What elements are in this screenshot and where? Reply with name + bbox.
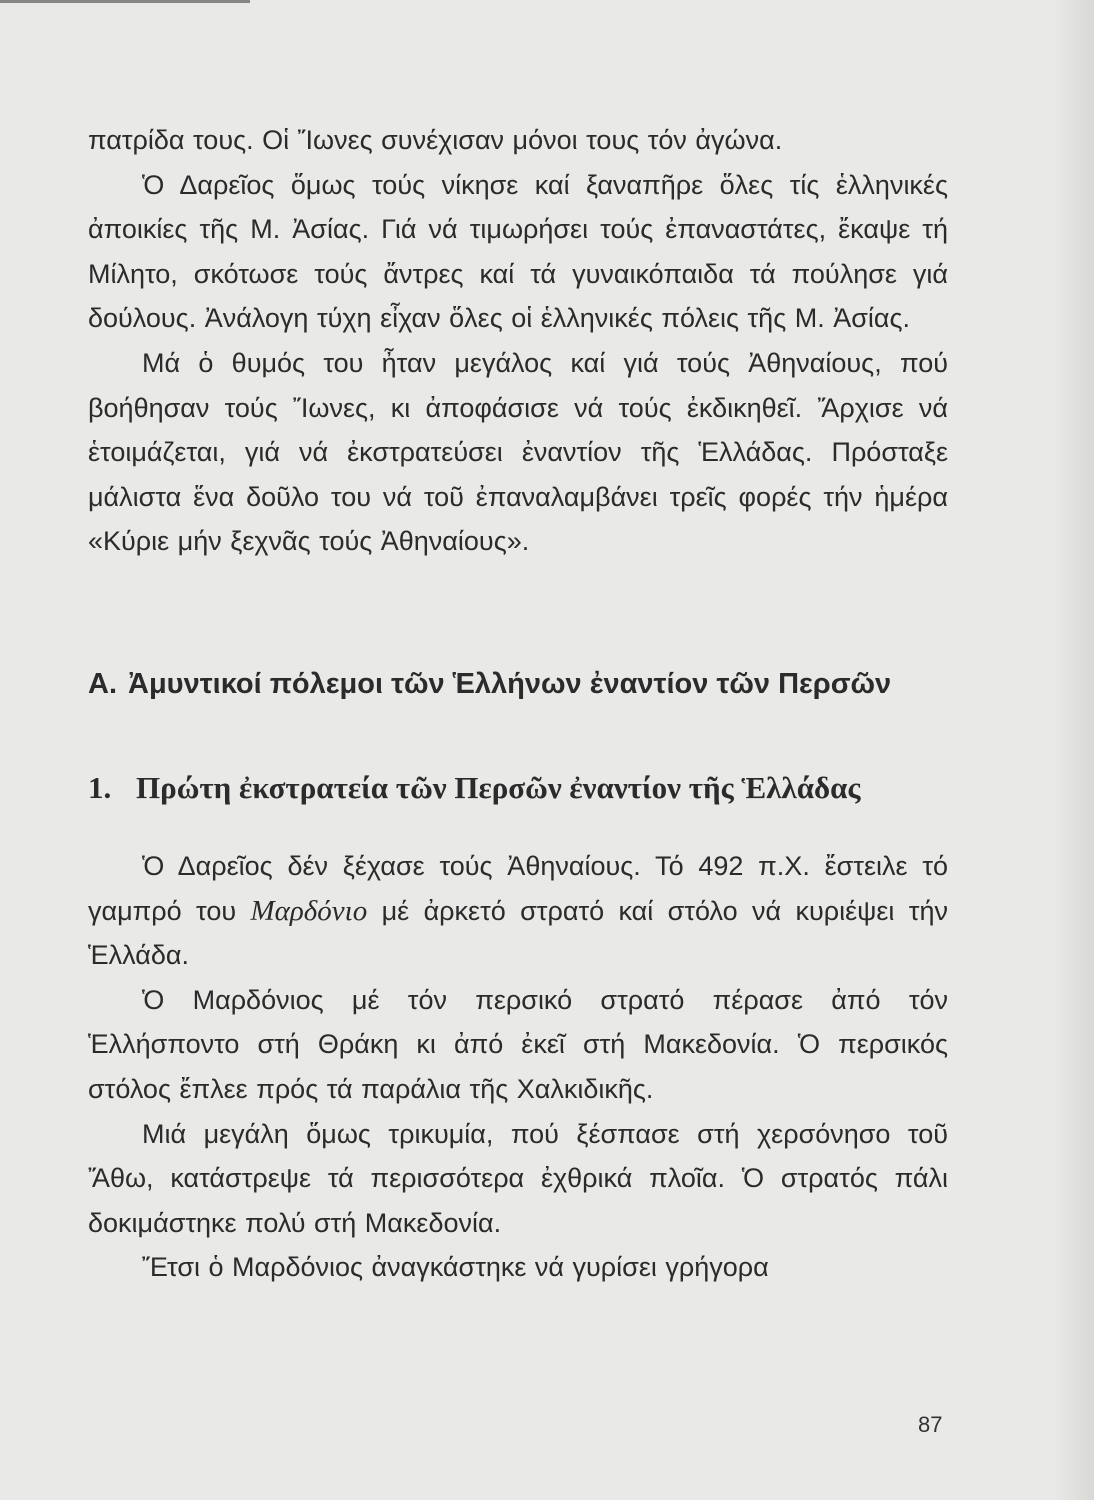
- intro-paragraph-3: Μά ὁ θυμός του ἦταν μεγάλος καί γιά τούς Ἀθηναίους, πού βοήθησαν τούς Ἴωνες, κι ἀποφάσισε νά τούς ἐκδικηθεῖ. Ἄρχισε νά ἑτοιμάζεται, γιά νά ἐκστρατεύσει ἐναντίον τῆς Ἑλλάδας. Πρόσταξε μάλιστα ἕνα δοῦλο του νά τοῦ ἐπαναλαμβάνει τρεῖς φορές τήν ἡμέρα «Κύριε μήν ξεχνᾶς τούς Ἀθηναίους».: [88, 347, 948, 557]
- section-number: Α.: [88, 667, 117, 700]
- page-gutter-shadow: [1054, 0, 1094, 1500]
- intro-paragraph-2: Ὁ Δαρεῖος ὅμως τούς νίκησε καί ξαναπῆρε ὅλες τίς ἑλληνικές ἀποικίες τῆς Μ. Ἀσίας. Γιά νά τιμωρήσει τούς ἐπαναστάτες, ἔκαψε τή Μίλητο, σκότωσε τούς ἄντρες καί τά γυναικόπαιδα τά πούλησε γιά δούλους. Ἀνάλογη τύχη εἶχαν ὅλες οἱ ἑλληνικές πόλεις τῆς Μ. Ἀσίας.: [88, 169, 948, 334]
- subsection-number: 1.: [88, 769, 112, 805]
- page-number: 87: [918, 1412, 943, 1437]
- subsection-heading-1: [88, 766, 948, 810]
- mardonios-text-after: μέ ἀρκετό στρατό καί στόλο νά κυριέψει τήν Ἑλλάδα.: [88, 895, 948, 971]
- page-top-edge: [0, 0, 250, 3]
- closing-paragraph-1: Ὁ Μαρδόνιος μέ τόν περσικό στρατό πέρασε ἀπό τόν Ἑλλήσποντο στή Θράκη κι ἀπό ἐκεῖ στή Μακεδονία. Ὁ περσικός στόλος ἔπλεε πρός τά παράλια τῆς Χαλκιδικῆς.: [88, 984, 948, 1104]
- mardonios-name-emphasis: Μαρδόνιο: [250, 894, 368, 927]
- section-heading-a: [88, 664, 948, 704]
- closing-paragraph-3: Ἔτσι ὁ Μαρδόνιος ἀναγκάστηκε νά γυρίσει γρήγορα: [142, 1252, 769, 1283]
- intro-paragraph-1: πατρίδα τους. Οἱ Ἴωνες συνέχισαν μόνοι τους τόν ἀγώνα.: [88, 125, 783, 155]
- closing-paragraph-2: Μιά μεγάλη ὅμως τρικυμία, πού ξέσπασε στή χερσόνησο τοῦ Ἄθω, κατάστρεψε τά περισσότερα ἐχθρικά πλοῖα. Ὁ στρατός πάλι δοκιμάστηκε πολύ στή Μακεδονία.: [88, 1118, 948, 1238]
- book-page: [88, 118, 948, 1290]
- mardonios-text-before: Ὁ Δαρεῖος δέν ξέχασε τούς Ἀθηναίους. Τό 492 π.Χ. ἔστειλε τό γαμπρό του: [88, 850, 948, 926]
- mardonios-paragraph: [88, 844, 948, 978]
- section-title: Ἀμυντικοί πόλεμοι τῶν Ἑλλήνων ἐναντίον τῶν Περσῶν: [128, 667, 892, 700]
- subsection-title: Πρώτη ἐκστρατεία τῶν Περσῶν ἐναντίον τῆς Ἑλλάδας: [136, 769, 861, 805]
